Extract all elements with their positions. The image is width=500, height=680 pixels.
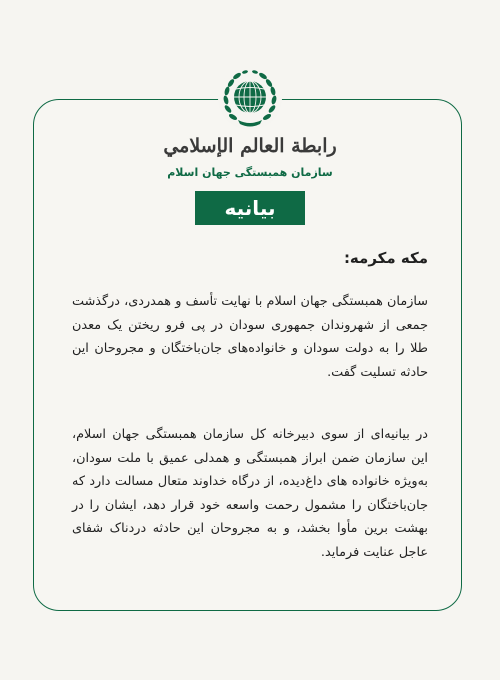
emblem-logo	[218, 66, 282, 130]
globe-wreath-icon	[218, 66, 282, 130]
document-type-badge: بیانیه	[195, 191, 305, 225]
organization-name-arabic: رابطة العالم الإسلامي	[163, 135, 337, 157]
salutation-location: مکه مکرمه:	[343, 249, 428, 267]
statement-paragraph: سازمان همبستگی جهان اسلام با نهایت تأسف و همدردی، درگذشت جمعی از شهروندان جمهوری سودان در پی فرو ریختن یک معدن طلا را به دولت سودان و خانواده‌های جان‌باختگان و مجروحان این حادثه تسلیت گفت.	[72, 294, 428, 380]
statement-paragraph: در بیانیه‌ای از سوی دبیرخانه کل سازمان همبستگی جهان اسلام، این سازمان ضمن ابراز همبستگی و همدلی عمیق با ملت سودان، به‌ویژه خانواده های داغ‌دیده، از درگاه خداوند متعال مسالت دارد که جان‌باختگان را مشمول رحمت واسعه خود قرار دهد، ایشان را در بهشت برین مأوا بخشد، و به مجروحان این حادثه دردناک شفای عاجل عنایت فرماید.	[72, 427, 428, 560]
organization-name-persian: سازمان همبستگی جهان اسلام	[167, 166, 333, 179]
